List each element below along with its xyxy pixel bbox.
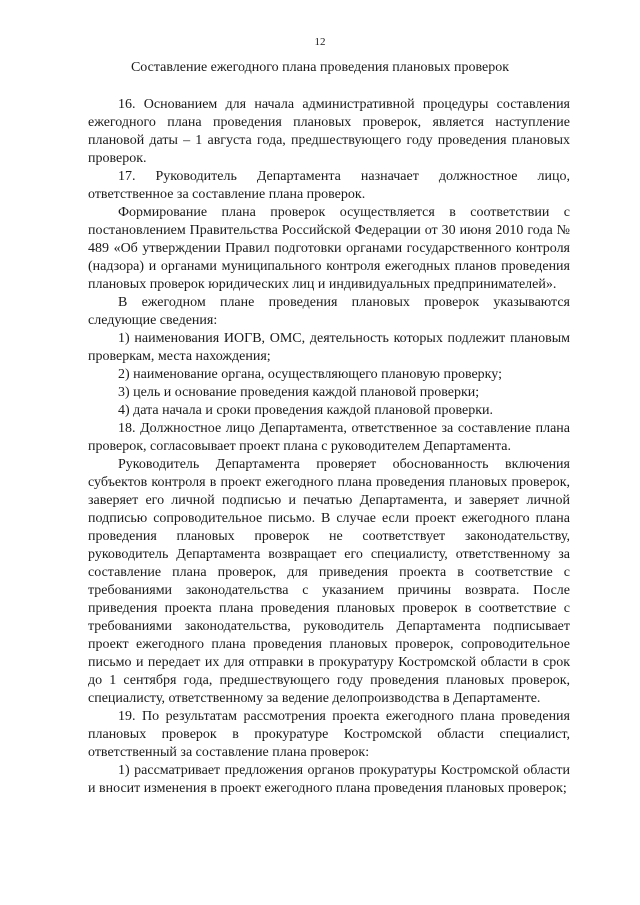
paragraph-16: 16. Основанием для начала административной процедуры составления ежегодного плана проведения плановых проверок, является наступление плановой даты – 1 августа года, предшествующего году проведения плановых проверок. [88,97,570,166]
paragraph-19: 19. По результатам рассмотрения проекта ежегодного плана проведения плановых проверок в прокуратуре Костромской области специалист, ответственный за составление плана проверок: [88,709,570,760]
paragraph-plan-contents-intro: В ежегодном плане проведения плановых проверок указываются следующие сведения: [88,295,570,328]
list-item-2: 2) наименование органа, осуществляющего плановую проверку; [118,367,502,382]
section-title: Составление ежегодного плана проведения плановых проверок [130,60,510,75]
document-body [88,96,570,798]
paragraph-17: 17. Руководитель Департамента назначает должностное лицо, ответственное за составление плана проверок. [88,169,570,202]
list-item-3: 3) цель и основание проведения каждой плановой проверки; [118,385,480,400]
paragraph-head-review: Руководитель Департамента проверяет обоснованность включения субъектов контроля в проект ежегодного плана проведения плановых проверок, заверяет его личной подписью и печатью Департамента, и заверяет личной подписью сопроводительное письмо. В случае если проект ежегодного плана проведения плановых проверок не соответствует законодательству, руководитель Департамента возвращает его специалисту, ответственному за составление плана проверок, для приведения проекта в соответствие с требованиями законодательства с указанием причины возврата. После приведения проекта плана проведения плановых проверок в соответствие с требованиями законодательства, руководитель Департамента подписывает проект ежегодного плана проведения плановых проверок, сопроводительное письмо и передает их для отправки в прокуратуру Костромской области в срок до 1 сентября года, предшествующего году проведения плановых проверок, специалисту, ответственному за ведение делопроизводства в Департаменте. [88,457,570,706]
page-number: 12 [314,36,326,48]
list-item-19-1: 1) рассматривает предложения органов прокуратуры Костромской области и вносит изменения в проект ежегодного плана проведения плановых проверок; [88,763,570,796]
list-item-4: 4) дата начала и сроки проведения каждой плановой проверки. [118,403,493,418]
list-item-1: 1) наименования ИОГВ, ОМС, деятельность которых подлежит плановым проверкам, места нахождения; [88,331,570,364]
paragraph-18: 18. Должностное лицо Департамента, ответственное за составление плана проверок, согласовывает проект плана с руководителем Департамента. [88,421,570,454]
paragraph-plan-formation: Формирование плана проверок осуществляется в соответствии с постановлением Правительства Российской Федерации от 30 июня 2010 года № 489 «Об утверждении Правил подготовки органами государственного контроля (надзора) и органами муниципального контроля ежегодных планов проведения плановых проверок юридических лиц и индивидуальных предпринимателей». [88,205,570,292]
